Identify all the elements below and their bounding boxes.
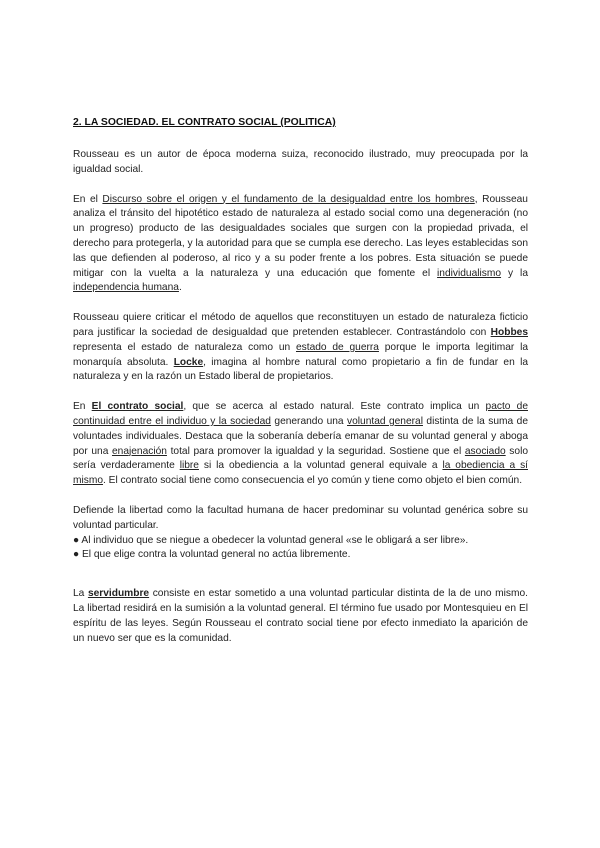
paragraph-contrato [73,400,528,489]
text: . El contrato social tiene como consecuencia el yo común y tiene como objeto el bien común. [103,475,523,487]
text: si la obediencia a la voluntad general equivale a [198,460,443,472]
paragraph-servidumbre [73,587,528,646]
list-item: ● Al individuo que se niegue a obedecer la voluntad general «se le obligará a ser libre». [73,534,469,546]
paragraph-discurso [73,193,528,297]
underlined-term: voluntad general [347,415,423,427]
text: . [178,282,182,294]
text: y la [501,267,528,279]
text: En el [73,193,103,205]
bold-term: Hobbes [490,326,528,338]
underlined-term: individualismo [437,267,502,279]
text: distinta de la suma de voluntades individuales. Destaca que la soberanía debería emanar de su voluntad general y aboga por una [73,415,528,457]
paragraph-critica [73,311,528,385]
underlined-term: libre [179,460,199,472]
paragraph-intro: Rousseau es un autor de época moderna suiza, reconocido ilustrado, muy preocupada por la igualdad social. [73,149,528,175]
underlined-term: estado de guerra [295,341,379,353]
text: En [73,401,92,413]
list-item: ● El que elige contra la voluntad general no actúa libremente. [73,549,351,561]
text: consiste en estar sometido a una voluntad particular distinta de la de uno mismo. La libertad residirá en la sumisión a la voluntad general. El término fue usado por Montesquieu en El espíritu de las leyes. Según Rousseau el contrato social tiene por efecto inmediato la aparición de un nuevo ser que es la comunidad. [73,588,528,644]
text: generando una [270,415,348,427]
underlined-work-title: Discurso sobre el origen y el fundamento de la desigualdad entre los hombres [102,193,475,205]
underlined-term: enajenación [112,445,167,457]
section-title: 2. LA SOCIEDAD. EL CONTRATO SOCIAL (POLITICA) [73,117,336,128]
underlined-term: la obediencia a sí mismo [73,460,528,487]
text: Rousseau quiere criticar el método de aquellos que reconstituyen un estado de naturaleza ficticio para justificar la sociedad de desigualdad que pretenden establecer. Contrastándolo con [73,312,528,338]
text: La [73,588,88,600]
text: representa el estado de naturaleza como un [73,341,296,353]
bullet-list [73,534,528,564]
underlined-term: independencia humana [73,282,179,294]
text: , Rousseau analiza el tránsito del hipotético estado de naturaleza al estado social como una degeneración (no un progreso) producto de las desigualdades sociales que surgen con la propiedad privada, el derecho para protegerla, y la autoridad para que se cumpla ese derecho. Las leyes establecidas son las que defienden al poderoso, al rico y a su poder frente a los pobres. Esta situación se puede mitigar con la vuelta a la naturaleza y una educación que fomente el [73,193,528,279]
text: total para promover la igualdad y la seguridad. Sostiene que el [166,445,465,457]
bold-term: Locke [173,356,204,368]
bold-term: El contrato social [91,401,184,413]
text: porque le importa legitimar la monarquía absoluta. [73,341,529,368]
underlined-term: asociado [464,445,506,457]
text: solo sería verdaderamente [73,445,528,472]
text: , imagina al hombre natural como propietario a fin de fundar en la naturaleza y en la razón un Estado liberal de propietarios. [73,356,528,383]
paragraph-libertad: Defiende la libertad como la facultad humana de hacer predominar su voluntad genérica sobre su voluntad particular. [73,504,528,531]
text: , que se acerca al estado natural. Este contrato implica un [183,401,486,413]
underlined-term: pacto de continuidad entre el individuo y la sociedad [73,401,528,427]
bold-term: servidumbre [87,588,150,600]
